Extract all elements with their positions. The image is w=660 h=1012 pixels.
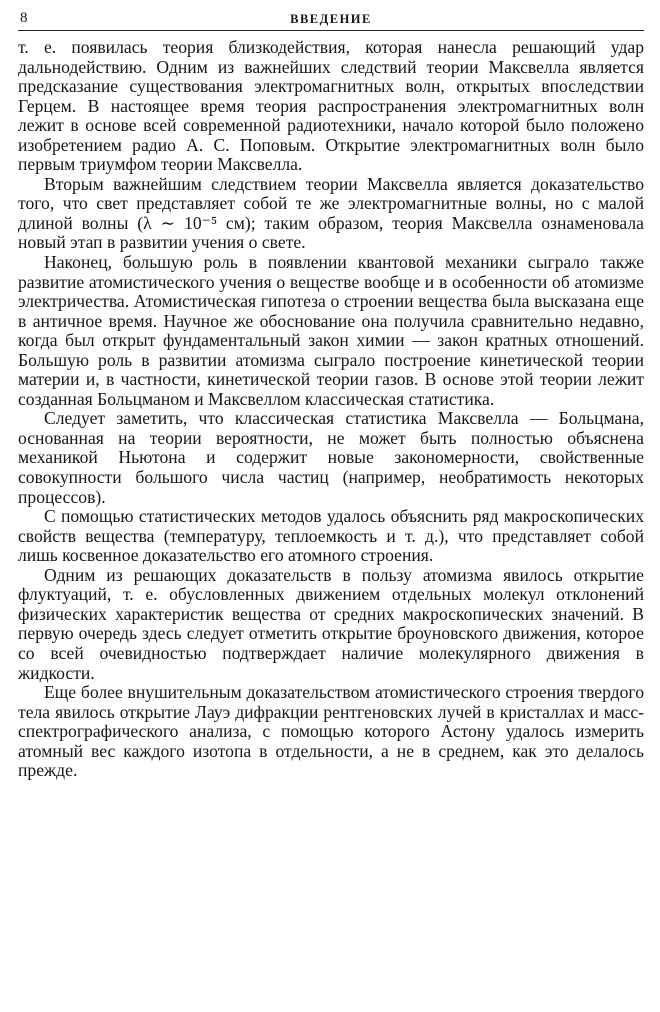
- running-header: [18, 6, 644, 31]
- paragraph: Вторым важнейшим следствием теории Максвелла является доказательство того, что свет представляет собой те же электромагнитные волны, но с малой длиной волны (λ ∼ 10⁻⁵ см); таким образом, теория Максвелла ознаменовала новый этап в развитии учения о свете.: [18, 173, 644, 253]
- body-text: [18, 38, 644, 781]
- page-number: 8: [20, 10, 28, 26]
- section-title: ВВЕДЕНИЕ: [290, 12, 372, 26]
- paragraph-continuation: т. е. появилась теория близкодействия, которая нанесла решающий удар дальнодействию. Одним из важнейших следствий теории Максвелла является предсказание существования электромагнитных волн, открытых впоследствии Герцем. В настоящее время теория распространения электромагнитных волн лежит в основе всей современной радиотехники, начало которой было положено изобретением радио А. С. Поповым. Открытие электромагнитных волн было первым триумфом теории Максвелла.: [18, 37, 644, 175]
- paragraph: Еще более внушительным доказательством атомистического строения твердого тела явилось открытие Лауэ дифракции рентгеновских лучей в кристаллах и масс-спектрографического анализа, с помощью которого Астону удалось измерить атомный вес каждого изотопа в отдельности, а не в среднем, как это делалось прежде.: [18, 682, 644, 781]
- paragraph: Наконец, большую роль в появлении квантовой механики сыграло также развитие атомистического учения о веществе вообще и в особенности об атомизме электричества. Атомистическая гипотеза о строении вещества была высказана еще в античное время. Научное же обоснование она получила сравнительно недавно, когда был открыт фундаментальный закон химии — закон кратных отношений. Большую роль в развитии атомизма сыграло построение кинетической теории материи и, в частности, кинетической теории газов. В основе этой теории лежит созданная Больцманом и Максвеллом классическая статистика.: [18, 252, 644, 409]
- paragraph: Следует заметить, что классическая статистика Максвелла — Больцмана, основанная на теории вероятности, не может быть полностью объяснена механикой Ньютона и содержит новые закономерности, свойственные совокупности большого числа частиц (например, необратимость некоторых процессов).: [18, 408, 644, 507]
- paragraph: С помощью статистических методов удалось объяснить ряд макроскопических свойств вещества (температуру, теплоемкость и т. д.), что представляет собой лишь косвенное доказательство его атомного строения.: [18, 506, 644, 566]
- book-page: [18, 6, 644, 1006]
- paragraph: Одним из решающих доказательств в пользу атомизма явилось открытие флуктуаций, т. е. обусловленных движением отдельных молекул отклонений физических характеристик вещества от средних макроскопических значений. В первую очередь здесь следует отметить открытие броуновского движения, которое со всей очевидностью подтверждает наличие молекулярного движения в жидкости.: [18, 564, 644, 683]
